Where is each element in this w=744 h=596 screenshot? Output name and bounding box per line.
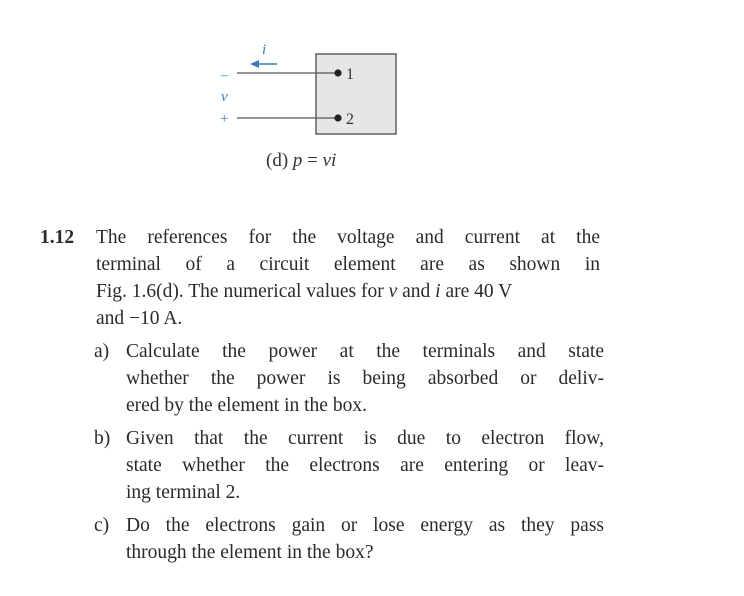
part-label: b) [94, 428, 111, 449]
circuit-figure [0, 0, 744, 180]
caption-p: p [292, 150, 303, 171]
statement-var-v: v [388, 281, 398, 302]
statement-line [96, 278, 600, 305]
statement-text: Fig. 1.6(d). The numerical values for [96, 281, 389, 302]
current-label: i [262, 42, 267, 58]
circuit-element-box [316, 54, 396, 134]
caption-vi: vi [322, 150, 337, 171]
part-line: Do the electrons gain or lose energy as they pass [126, 515, 604, 536]
part-text [126, 338, 604, 419]
part-line: ing terminal 2. [126, 482, 241, 503]
voltage-label: v [221, 89, 228, 105]
statement-text: are 40 V [440, 281, 513, 302]
current-arrow-icon [250, 60, 277, 68]
statement-line: and −10 A. [96, 308, 183, 329]
terminal-1-label: 1 [346, 66, 354, 83]
terminal-2-label: 2 [346, 111, 354, 128]
statement-var-i: i [435, 281, 441, 302]
problem-number: 1.12 [40, 227, 75, 248]
statement-line: The references for the voltage and current at the [96, 227, 600, 248]
part-label: a) [94, 341, 110, 362]
problem-statement [96, 224, 600, 332]
part-line: through the element in the box? [126, 542, 374, 563]
statement-text: and [397, 281, 436, 302]
caption-eq: = [302, 150, 323, 171]
part-text [126, 425, 604, 506]
terminal-2-dot [334, 114, 341, 121]
part-line: state whether the electrons are entering or leav- [126, 455, 604, 476]
caption-prefix: (d) [266, 150, 293, 171]
part-line: Calculate the power at the terminals and state [126, 341, 604, 362]
statement-line: terminal of a circuit element are as shown in [96, 254, 600, 275]
part-line: whether the power is being absorbed or deliv- [126, 368, 604, 389]
voltage-minus-sign: – [221, 68, 228, 83]
part-label: c) [94, 515, 110, 536]
voltage-plus-sign: + [220, 111, 229, 127]
figure-caption [266, 150, 336, 172]
part-line: Given that the current is due to electron flow, [126, 428, 604, 449]
part-line: ered by the element in the box. [126, 395, 367, 416]
terminal-1-dot [334, 69, 341, 76]
part-text [126, 512, 604, 566]
